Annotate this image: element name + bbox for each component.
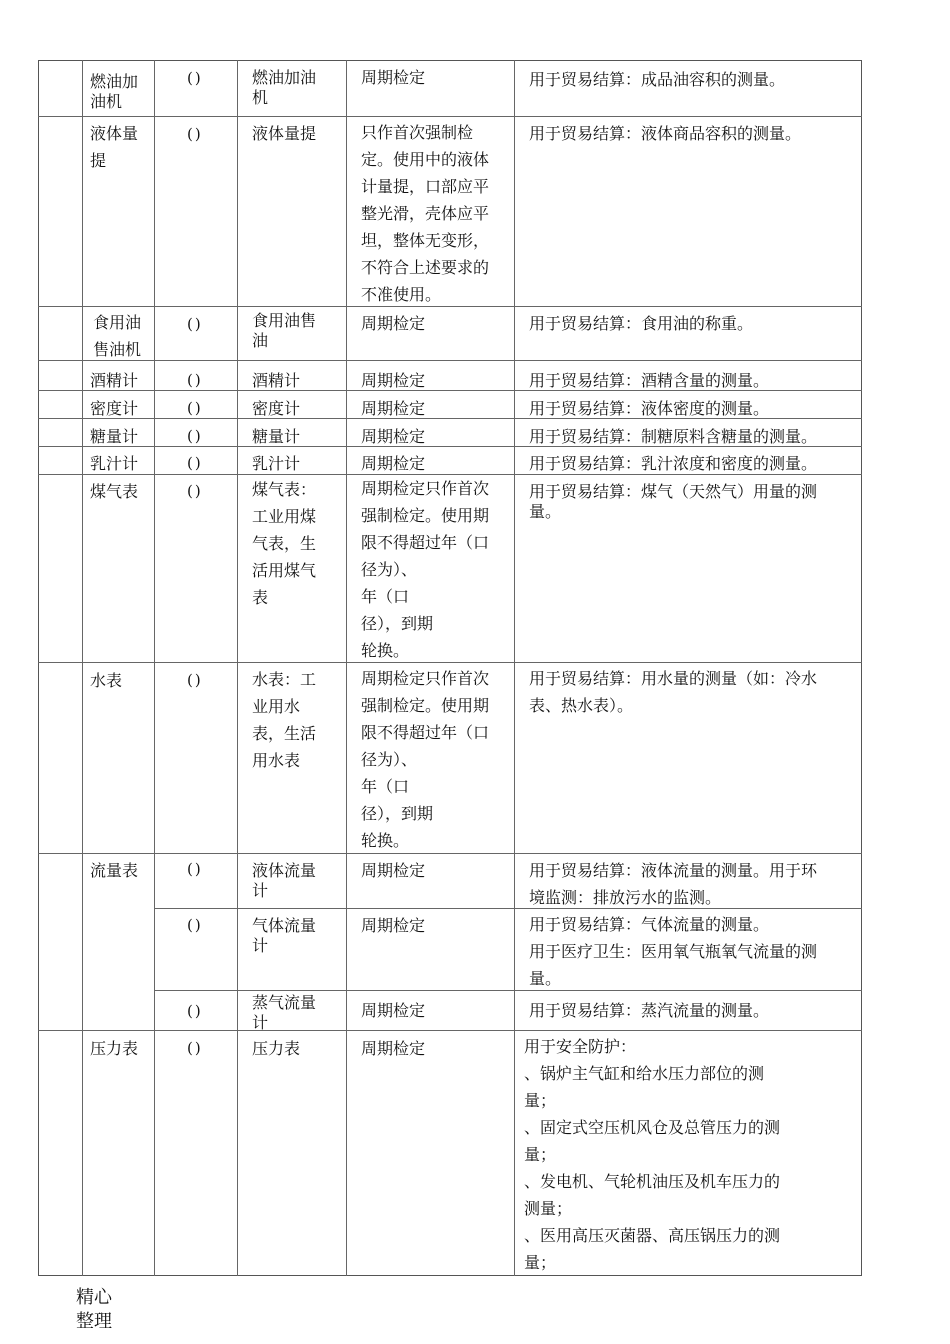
- verification-requirement: 周期检定: [361, 454, 426, 473]
- verification-requirement: 周期检定: [361, 399, 426, 418]
- category-code: (): [187, 69, 203, 87]
- meter-name: 乳汁计: [90, 454, 139, 473]
- verification-requirement: 周期检定: [361, 861, 426, 880]
- usage-scope: 用于贸易结算：气体流量的测量。 用于医疗卫生：医用氧气瓶氧气流量的测 量。: [529, 915, 818, 988]
- usage-scope: 用于贸易结算：酒精含量的测量。: [529, 371, 770, 390]
- category-code: (): [187, 371, 203, 389]
- meter-name: 糖量计: [90, 427, 139, 446]
- instrument-name: 液体流量 计: [252, 861, 317, 900]
- usage-scope: 用于贸易结算：液体密度的测量。: [529, 399, 770, 418]
- verification-requirement: 只作首次强制检 定。使用中的液体 计量提，口部应平 整光滑，壳体应平 坦，整体无变形， 不符合上述要求的 不准使用。: [361, 123, 490, 304]
- row-divider: [38, 360, 862, 361]
- verification-requirement: 周期检定: [361, 314, 426, 333]
- instrument-name: 乳汁计: [252, 454, 301, 473]
- footer-note: 精心 整理: [76, 1287, 112, 1332]
- category-code: (): [187, 125, 203, 143]
- meter-name: 食用油 售油机: [93, 313, 142, 359]
- col-divider-5: [514, 60, 515, 1276]
- meter-name: 水表: [90, 671, 123, 690]
- category-code: (): [187, 399, 203, 417]
- usage-scope: 用于贸易结算：液体商品容积的测量。: [529, 124, 802, 143]
- usage-scope: 用于贸易结算：煤气（天然气）用量的测 量。: [529, 482, 818, 521]
- meter-name: 燃油加 油机: [90, 72, 139, 111]
- instrument-name: 压力表: [252, 1039, 301, 1058]
- usage-scope: 用于贸易结算：成品油容积的测量。: [529, 70, 786, 89]
- instrument-name: 煤气表： 工业用煤 气表，生 活用煤气 表: [252, 480, 317, 607]
- meter-name: 酒精计: [90, 371, 139, 390]
- instrument-name: 气体流量 计: [252, 916, 317, 955]
- verification-requirement: 周期检定: [361, 1001, 426, 1020]
- col-divider-2: [154, 60, 155, 1276]
- verification-requirement: 周期检定: [361, 371, 426, 390]
- meter-name: 密度计: [90, 399, 139, 418]
- category-code: (): [187, 315, 203, 333]
- row-divider: [38, 1030, 862, 1031]
- verification-requirement: 周期检定: [361, 916, 426, 935]
- row-divider: [38, 116, 862, 117]
- meter-name: 液体量 提: [90, 124, 139, 170]
- category-code: (): [187, 860, 203, 878]
- verification-requirement: 周期检定: [361, 427, 426, 446]
- category-code: (): [187, 427, 203, 445]
- usage-scope: 用于贸易结算：食用油的称重。: [529, 314, 754, 333]
- instrument-name: 蒸气流量 计: [252, 993, 317, 1032]
- instrument-name: 燃油加油 机: [252, 68, 317, 107]
- instrument-name: 水表：工 业用水 表，生活 用水表: [252, 670, 317, 770]
- usage-scope: 用于贸易结算：蒸汽流量的测量。: [529, 1001, 770, 1020]
- verification-requirement: 周期检定: [361, 68, 426, 87]
- verification-requirement: 周期检定: [361, 1039, 426, 1058]
- meter-name: 煤气表: [90, 482, 139, 501]
- usage-scope: 用于贸易结算：液体流量的测量。用于环 境监测：排放污水的监测。: [529, 861, 818, 907]
- instrument-name: 密度计: [252, 399, 301, 418]
- usage-scope: 用于贸易结算：用水量的测量（如：冷水 表、热水表）。: [529, 669, 818, 715]
- usage-scope: 用于贸易结算：乳汁浓度和密度的测量。: [529, 454, 818, 473]
- verification-requirement: 周期检定只作首次 强制检定。使用期 限不得超过年（口 径为）、 年（口 径），到期 轮换。: [361, 669, 490, 850]
- instrument-name: 食用油售 油: [252, 311, 317, 350]
- meter-name: 流量表: [90, 861, 139, 880]
- usage-scope: 用于安全防护： 、锅炉主气缸和给水压力部位的测 量； 、固定式空压机风仓及总管压力的测 量； 、发电机、气轮机油压及机车压力的 测量； 、医用高压灭菌器、高压锅压力的测 量；: [524, 1037, 781, 1272]
- instrument-name: 糖量计: [252, 427, 301, 446]
- category-code: (): [187, 1002, 203, 1020]
- instrument-name: 液体量提: [252, 124, 317, 143]
- instrument-name: 酒精计: [252, 371, 301, 390]
- category-code: (): [187, 671, 203, 689]
- category-code: (): [187, 1039, 203, 1057]
- col-divider-3: [237, 60, 238, 1276]
- category-code: (): [187, 454, 203, 472]
- meter-name: 压力表: [90, 1039, 139, 1058]
- category-code: (): [187, 916, 203, 934]
- usage-scope: 用于贸易结算：制糖原料含糖量的测量。: [529, 427, 818, 446]
- col-divider-4: [346, 60, 347, 1276]
- col-divider-1: [82, 60, 83, 1276]
- verification-requirement: 周期检定只作首次 强制检定。使用期 限不得超过年（口 径为）、 年（口 径），到期 轮换。: [361, 479, 490, 660]
- category-code: (): [187, 482, 203, 500]
